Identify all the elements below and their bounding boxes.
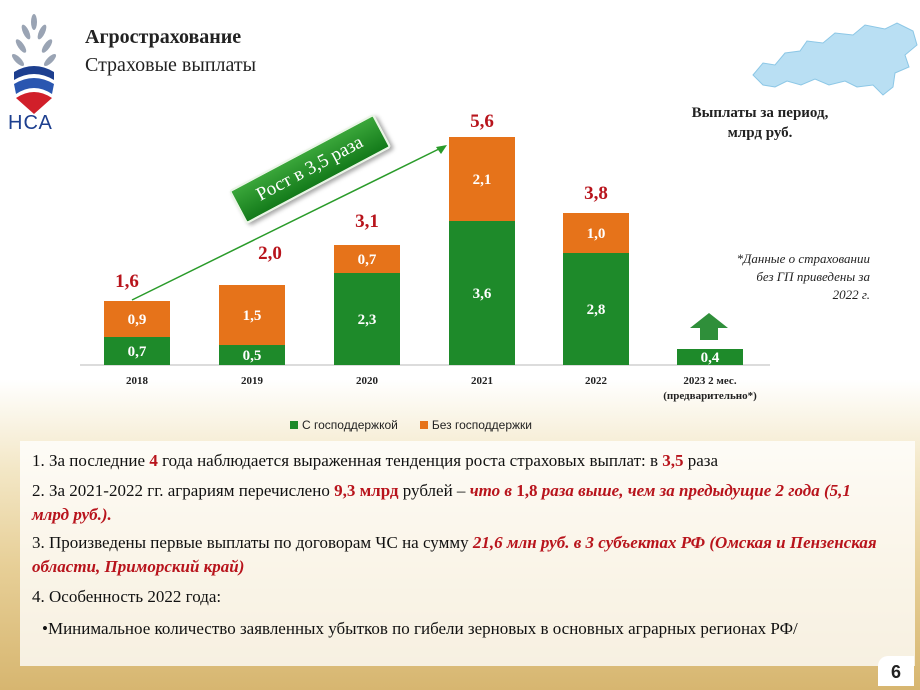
category-label-line2: (предварительно*) <box>663 390 757 402</box>
note-highlight: 1,8 <box>516 481 538 500</box>
note-text: 1. За последние <box>32 451 150 470</box>
chart-legend <box>290 418 532 432</box>
note-2 <box>32 479 892 527</box>
note-text: года наблюдается выраженная тенденция роста страховых выплат: в <box>157 451 663 470</box>
note-highlight: 4 <box>149 451 158 470</box>
note-4: 4. Особенность 2022 года: <box>32 587 222 606</box>
note-text: раза <box>683 451 719 470</box>
bar-value-label: 0,4 <box>700 350 720 366</box>
bar-value-label: 0,5 <box>242 348 262 364</box>
total-value-label: 1,6 <box>115 271 139 292</box>
note-highlight: 3,5 <box>662 451 684 470</box>
category-label: 2022 <box>585 375 607 387</box>
category-label: 2021 <box>471 375 493 387</box>
note-1 <box>32 449 718 473</box>
slide-subtitle: Страховые выплаты <box>85 54 257 76</box>
growth-badge: Рост в 3,5 раза <box>229 114 392 225</box>
legend-swatch-with-support <box>290 421 298 429</box>
note-highlight: 21,6 млн руб. в 3 субъектах РФ (Омская и Пензенская области, Приморский край) <box>32 533 877 576</box>
bar-value-label: 1,5 <box>242 308 262 324</box>
note-text: 3. Произведены первые выплаты по договорам ЧС на сумму <box>32 533 473 552</box>
bar-value-label: 0,7 <box>357 252 377 268</box>
bar-value-label: 0,9 <box>127 312 147 328</box>
total-value-label: 3,1 <box>355 211 379 232</box>
legend-label: Без господдержки <box>431 418 532 432</box>
legend-swatch-without-support <box>420 421 428 429</box>
note-3 <box>32 531 892 579</box>
bar-value-label: 0,7 <box>127 344 147 360</box>
legend-item-without-support <box>420 418 532 432</box>
category-label: 2020 <box>356 375 378 387</box>
bar-value-label: 2,8 <box>586 302 606 318</box>
total-value-label: 5,6 <box>470 111 494 132</box>
total-value-label: 3,8 <box>584 183 608 204</box>
notes-panel <box>20 441 915 666</box>
note-text: 2. За 2021-2022 гг. аграриям перечислено <box>32 481 335 500</box>
legend-label: С господдержкой <box>302 418 398 432</box>
category-label: 2023 2 мес. <box>683 375 737 387</box>
page-number: 6 <box>878 656 914 686</box>
units-label: Выплаты за период, млрд руб. <box>691 105 829 141</box>
note-text: рублей – <box>398 481 470 500</box>
bar-value-label: 3,6 <box>472 286 492 302</box>
category-label: 2019 <box>241 375 263 387</box>
bar-value-label: 1,0 <box>586 226 606 242</box>
category-label: 2018 <box>126 375 148 387</box>
legend-item-with-support <box>290 418 398 432</box>
bar-value-label: 2,1 <box>472 172 492 188</box>
bar-value-label: 2,3 <box>357 312 377 328</box>
note-highlight: 9,3 млрд <box>334 481 399 500</box>
note-highlight: что в <box>469 481 517 500</box>
footnote: *Данные о страховании без ГП приведены за 2022 г. <box>736 251 870 303</box>
note-highlight: раза выше, чем за предыдущие 2 года (5,1 млрд руб.). <box>32 481 851 524</box>
total-value-label: 2,0 <box>258 243 282 264</box>
slide-title: Агрострахование <box>85 26 242 48</box>
logo-text: НСА <box>8 112 53 134</box>
note-5: •Минимальное количество заявленных убытков по гибели зерновых в основных аграрных регионах РФ/ <box>42 619 798 638</box>
up-arrow-icon <box>690 313 728 340</box>
